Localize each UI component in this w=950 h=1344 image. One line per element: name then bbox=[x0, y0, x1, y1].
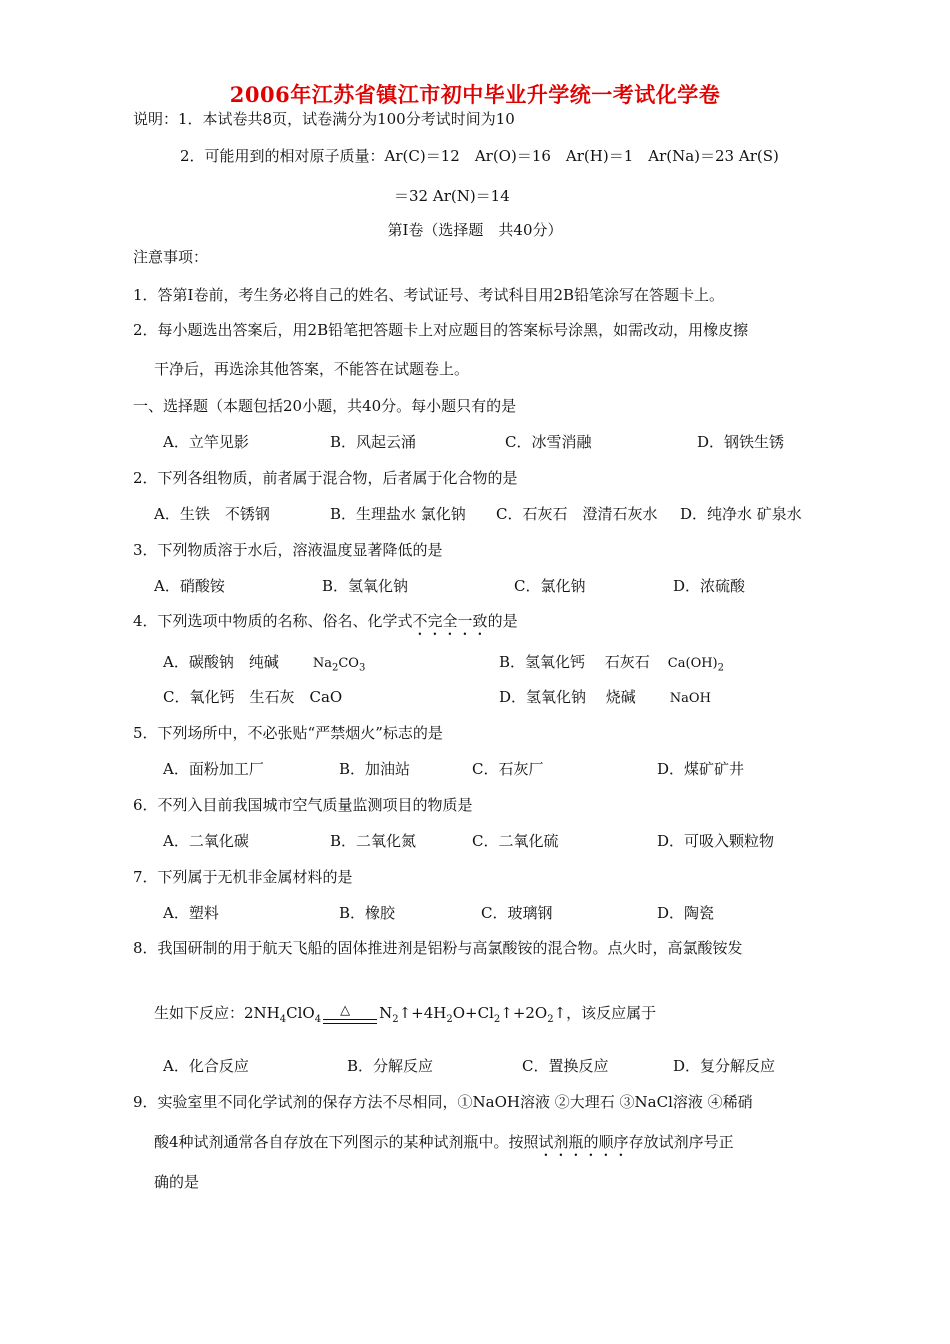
instruction-line-3: ＝32 Ar(N)＝14 bbox=[394, 187, 510, 205]
q7-option-d: D．陶瓷 bbox=[657, 904, 715, 922]
instruction-line-1: 说明：1．本试卷共8页，试卷满分为100分考试时间为10 bbox=[133, 110, 515, 128]
q6-option-b: B．二氧化氮 bbox=[330, 832, 417, 850]
q4-stem bbox=[133, 610, 518, 639]
q2-option-d: D．纯净水 矿泉水 bbox=[680, 505, 802, 523]
exam-title: 2006年江苏省镇江市初中毕业升学统一考试化学卷 bbox=[229, 82, 721, 107]
q5-option-a: A．面粉加工厂 bbox=[163, 760, 264, 778]
equation-part: N bbox=[379, 1004, 393, 1022]
q2-option-a: A．生铁 不锈钢 bbox=[154, 505, 270, 523]
equation-sub: 4 bbox=[314, 1014, 322, 1025]
q4-option-a bbox=[163, 651, 365, 674]
q1-option-a: A．立竿见影 bbox=[163, 433, 249, 451]
q8-stem-line-1: 8．我国研制的用于航天飞船的固体推进剂是铝粉与高氯酸铵的混合物。点火时，高氯酸铵发 bbox=[133, 939, 743, 957]
q2-stem: 2．下列各组物质，前者属于混合物，后者属于化合物的是 bbox=[133, 469, 518, 487]
q4-option-a-formula bbox=[312, 656, 366, 674]
notes-heading: 注意事项： bbox=[133, 248, 209, 266]
q9-line-3: 确的是 bbox=[154, 1173, 200, 1191]
equal-line-bottom bbox=[323, 1023, 377, 1024]
equal-line-top bbox=[323, 1019, 377, 1020]
heat-symbol: △ bbox=[340, 1003, 351, 1018]
q8-option-b: B．分解反应 bbox=[347, 1057, 434, 1075]
q4-option-b-formula bbox=[667, 656, 725, 674]
equation-sub: 4 bbox=[279, 1014, 287, 1025]
q9-line-2-text: 酸4种试剂通常各自存放在下列图示的某种试剂瓶中。按照 bbox=[154, 1133, 539, 1151]
q6-option-a: A．二氧化碳 bbox=[163, 832, 249, 850]
q7-option-b: B．橡胶 bbox=[339, 904, 396, 922]
q4-option-a-text: A．碳酸钠 纯碱 bbox=[163, 653, 279, 671]
q3-option-c: C．氯化钠 bbox=[514, 577, 586, 595]
q2-option-c: C．石灰石 澄清石灰水 bbox=[496, 505, 658, 523]
formula-sub: 2 bbox=[331, 662, 339, 674]
equation-sub: 2 bbox=[392, 1014, 399, 1025]
equation-part: ↑+4H bbox=[398, 1004, 447, 1022]
q5-option-d: D．煤矿矿井 bbox=[657, 760, 745, 778]
equation-part: 生如下反应：2NH bbox=[154, 1004, 280, 1022]
section-title: 第Ⅰ卷（选择题 共40分） bbox=[387, 221, 563, 239]
q7-option-a: A．塑料 bbox=[163, 904, 219, 922]
q3-option-a: A．硝酸铵 bbox=[154, 577, 225, 595]
q4-option-b bbox=[499, 651, 724, 674]
instruction-line-2: 2．可能用到的相对原子质量：Ar(C)＝12 Ar(O)＝16 Ar(H)＝1 Ar(Na)＝23 Ar(S) bbox=[180, 147, 779, 165]
q9-line-2 bbox=[154, 1131, 734, 1160]
formula-part: CO bbox=[338, 656, 359, 671]
q1-option-b: B．风起云涌 bbox=[330, 433, 417, 451]
q9-line-2-end: 存放试剂序号正 bbox=[628, 1133, 734, 1151]
q1-option-d: D．钢铁生锈 bbox=[697, 433, 785, 451]
note-2-line-2: 干净后，再选涂其他答案，不能答在试题卷上。 bbox=[154, 360, 470, 378]
q4-stem-emphasis: 不完全一致 bbox=[412, 612, 488, 630]
equation-part: O+Cl bbox=[452, 1004, 494, 1022]
equation-part: ↑+2O bbox=[500, 1004, 548, 1022]
q6-option-d: D．可吸入颗粒物 bbox=[657, 832, 775, 850]
q3-option-d: D．浓硫酸 bbox=[673, 577, 746, 595]
q6-stem: 6．不列入目前我国城市空气质量监测项目的物质是 bbox=[133, 796, 473, 814]
q8-option-d: D．复分解反应 bbox=[673, 1057, 776, 1075]
formula-part: Na bbox=[312, 656, 332, 671]
note-1: 1．答第Ⅰ卷前，考生务必将自己的姓名、考试证号、考试科目用2B铅笔涂写在答题卡上。 bbox=[133, 286, 725, 304]
q9-line-1: 9．实验室里不同化学试剂的保存方法不尽相同，①NaOH溶液 ②大理石 ③NaCl溶液 ④稀硝 bbox=[133, 1093, 753, 1111]
q5-stem: 5．下列场所中，不必张贴“严禁烟火”标志的是 bbox=[133, 724, 443, 742]
q2-option-b: B．生理盐水 氯化钠 bbox=[330, 505, 466, 523]
note-2-line-1: 2．每小题选出答案后，用2B铅笔把答题卡上对应题目的答案标号涂黑，如需改动，用橡皮擦 bbox=[133, 321, 749, 339]
q5-option-c: C．石灰厂 bbox=[472, 760, 544, 778]
q4-option-d-text: D．氢氧化钠 烧碱 bbox=[499, 688, 636, 706]
q3-option-b: B．氢氧化钠 bbox=[322, 577, 409, 595]
equation-part: ↑，该反应属于 bbox=[553, 1004, 657, 1022]
q9-line-2-emphasis: 试剂瓶的顺序 bbox=[538, 1133, 629, 1151]
equation-sub: 2 bbox=[493, 1014, 501, 1025]
q4-stem-text: 4．下列选项中物质的名称、俗名、化学式 bbox=[133, 612, 413, 630]
q4-option-b-text: B．氢氧化钙 石灰石 bbox=[499, 653, 650, 671]
q8-option-a: A．化合反应 bbox=[163, 1057, 249, 1075]
equation-sub: 2 bbox=[446, 1014, 453, 1025]
q4-option-c: C．氧化钙 生石灰 CaO bbox=[163, 688, 343, 706]
q6-option-c: C．二氧化硫 bbox=[472, 832, 559, 850]
q4-option-d bbox=[499, 686, 711, 707]
q4-option-d-formula: NaOH bbox=[669, 691, 711, 706]
equation-part: ClO bbox=[286, 1004, 315, 1022]
q4-stem-end: 的是 bbox=[487, 612, 518, 630]
q7-stem: 7．下列属于无机非金属材料的是 bbox=[133, 868, 353, 886]
formula-sub: 2 bbox=[717, 662, 725, 674]
formula-part: Ca(OH) bbox=[667, 656, 718, 671]
formula-sub: 3 bbox=[358, 662, 366, 674]
q8-stem-line-2 bbox=[154, 1002, 656, 1025]
part-1-heading: 一、选择题（本题包括20小题，共40分。每小题只有的是 bbox=[133, 397, 517, 415]
q3-stem: 3．下列物质溶于水后，溶液温度显著降低的是 bbox=[133, 541, 443, 559]
q8-option-c: C．置换反应 bbox=[522, 1057, 609, 1075]
equation-sub: 2 bbox=[547, 1014, 554, 1025]
reaction-condition-heat bbox=[321, 1005, 379, 1023]
q7-option-c: C．玻璃钢 bbox=[481, 904, 553, 922]
q1-option-c: C．冰雪消融 bbox=[505, 433, 592, 451]
q5-option-b: B．加油站 bbox=[339, 760, 411, 778]
